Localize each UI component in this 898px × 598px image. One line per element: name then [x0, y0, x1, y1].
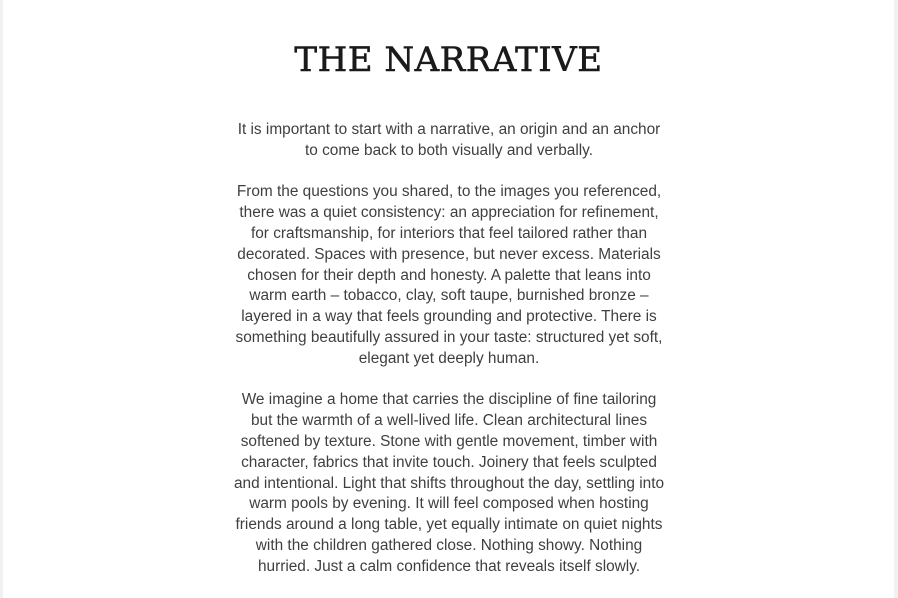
paragraph-observations: From the questions you shared, to the images you referenced, there was a quiet consistency: an appreciation for refinement, for craftsmanship, for interiors that feel tailored rather than decorated. Spaces with presence, but never excess. Materials chosen for their depth and honesty. A palette that leans into warm earth – tobacco, clay, soft taupe, burnished bronze – layered in a way that feels grounding and protective. There is something beautifully assured in your taste: structured yet soft, elegant yet deeply human.: [235, 183, 663, 367]
page-title: THE NARRATIVE: [294, 40, 603, 80]
document-page: [3, 0, 894, 598]
paragraph-intro: It is important to start with a narrative, an origin and an anchor to come back to both visually and verbally.: [237, 121, 661, 159]
paragraph-vision: We imagine a home that carries the discipline of fine tailoring but the warmth of a well-lived life. Clean architectural lines softened by texture. Stone with gentle movement, timber with character, fabrics that invite touch. Joinery that feels sculpted and intentional. Light that shifts throughout the day, settling into warm pools by evening. It will feel composed when hosting friends around a long table, yet equally intimate on quiet nights with the children gathered close. Nothing showy. Nothing hurried. Just a calm confidence that reveals itself slowly.: [233, 391, 665, 575]
narrative-body: [224, 120, 674, 578]
